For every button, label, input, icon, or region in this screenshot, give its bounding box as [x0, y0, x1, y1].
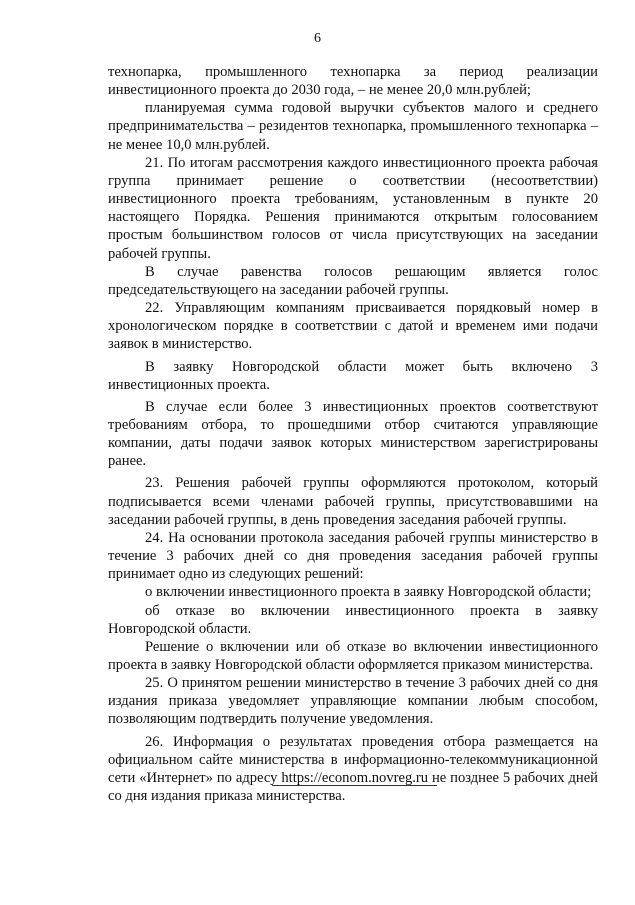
page-number: 6 [314, 31, 321, 46]
paragraph-23: 23. Решения рабочей группы оформляются протоколом, который подписывается всеми членами рабочей группы, присутствовавшими на заседании рабочей группы, в день проведения заседания рабочей группы. [108, 475, 598, 528]
end-separator-line [272, 785, 437, 786]
paragraph-21: 21. По итогам рассмотрения каждого инвестиционного проекта рабочая группа принимает решение о соответствии (несоответствии) инвестиционного проекта требованиям, установленным в пункте 20 настоящего Порядка. Решения принимаются открытым голосованием простым большинством голосов от числа присутствующих на заседании рабочей группы. [108, 154, 598, 262]
paragraph-24: 24. На основании протокола заседания рабочей группы министерство в течение 3 рабочих дней со дня проведения заседания рабочей группы принимает одно из следующих решений: [108, 529, 598, 583]
document-body [108, 63, 598, 805]
paragraph-24-order: Решение о включении или об отказе во включении инвестиционного проекта в заявку Новгородской области оформляется приказом министерства. [108, 638, 598, 673]
paragraph-24-option-refuse: об отказе во включении инвестиционного проекта в заявку Новгородской области. [108, 602, 598, 637]
paragraph-26: 26. Информация о результатах проведения отбора размещается на официальном сайте министерства в информационно-телекоммуникационной сети «Интернет» по адресу https://econom.novreg.ru не позднее 5 рабочих дней со дня издания приказа министерства. [108, 733, 598, 805]
paragraph-revenue-criterion: планируемая сумма годовой выручки субъектов малого и среднего предпринимательства – резидентов технопарка, промышленного технопарка – не менее 10,0 млн.рублей. [108, 100, 598, 153]
paragraph-25: 25. О принятом решении министерство в течение 3 рабочих дней со дня издания приказа уведомляет управляющие компании любым способом, позволяющим подтвердить получение уведомления. [108, 675, 598, 728]
paragraph-22-project-limit: В заявку Новгородской области может быть включено 3 инвестиционных проекта. [108, 358, 598, 393]
paragraph-22: 22. Управляющим компаниям присваивается порядковый номер в хронологическом порядке в соответствии с датой и временем ими подачи заявок в министерство. [108, 300, 598, 353]
paragraph-21-tie-vote: В случае равенства голосов решающим является голос председательствующего на заседании рабочей группы. [108, 263, 598, 298]
paragraph-22-excess-projects: В случае если более 3 инвестиционных проектов соответствуют требованиям отбора, то прошедшими отбор считаются управляющие компании, даты подачи заявок которых министерством зарегистрированы ранее. [108, 398, 598, 470]
paragraph-24-option-include: о включении инвестиционного проекта в заявку Новгородской области; [145, 584, 592, 601]
paragraph-continuation: технопарка, промышленного технопарка за период реализации инвестиционного проекта до 2030 года, – не менее 20,0 млн.рублей; [108, 64, 598, 99]
